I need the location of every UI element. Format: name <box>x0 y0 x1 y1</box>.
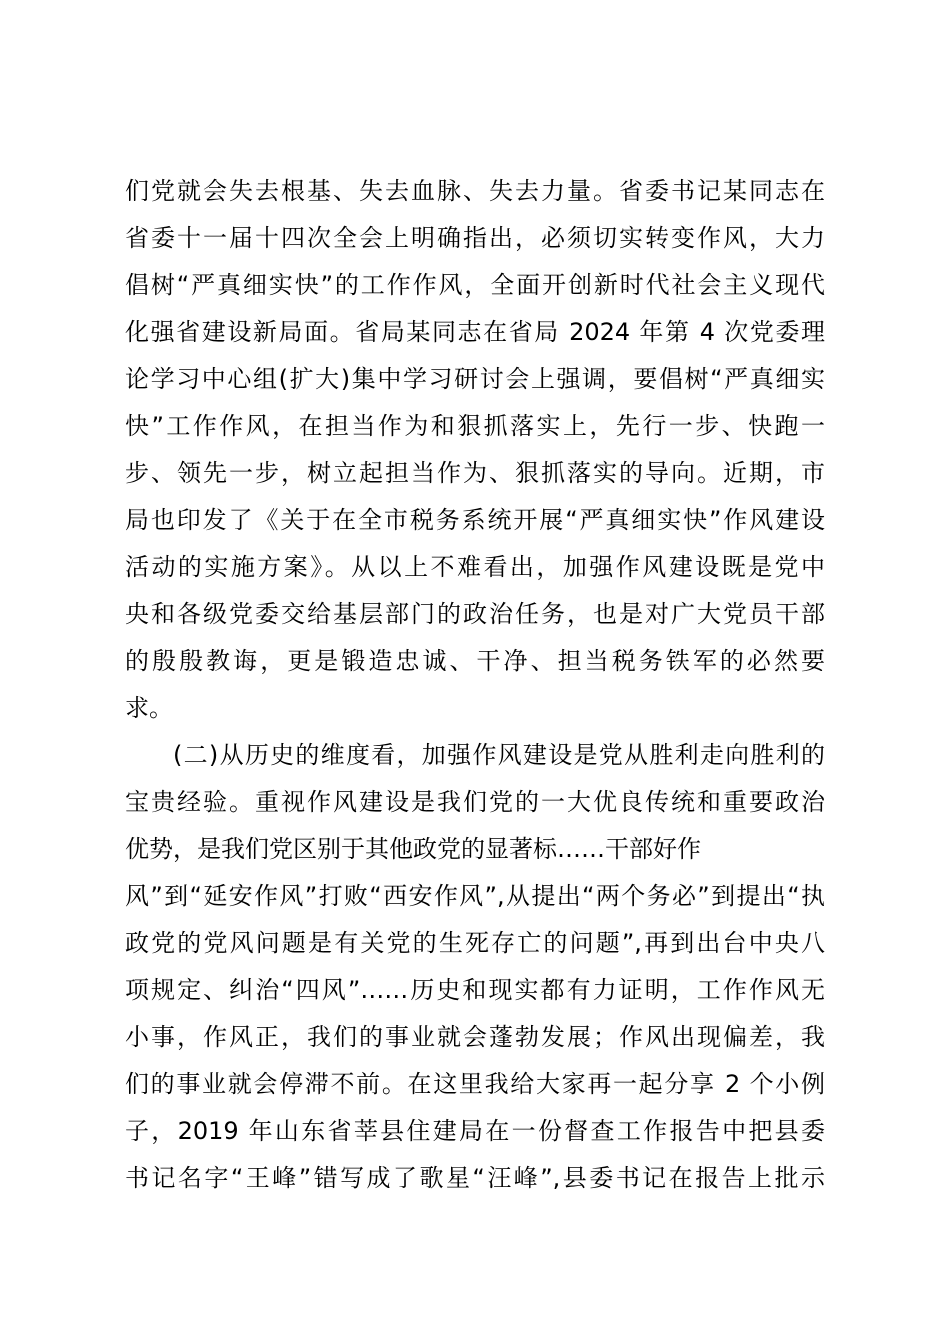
body-text <box>125 168 825 1202</box>
text-line: 项规定、纠治“四风”……历史和现实都有力证明，工作作风无 <box>125 976 825 1004</box>
text-line: (二)从历史的维度看，加强作风建设是党从胜利走向胜利的 <box>173 741 825 769</box>
text-line: 风”到“延安作风”打败“西安作风”,从提出“两个务必”到提出“执 <box>125 882 825 910</box>
text-line: 的殷殷教诲，更是锻造忠诚、干净、担当税务铁军的必然要 <box>125 647 825 675</box>
text-line: 局也印发了《关于在全市税务系统开展“严真细实快”作风建设 <box>125 506 825 534</box>
text-line: 们的事业就会停滞不前。在这里我给大家再一起分享 2 个小例 <box>125 1070 825 1098</box>
text-line: 们党就会失去根基、失去血脉、失去力量。省委书记某同志在 <box>125 177 825 205</box>
text-line: 优势，是我们党区别于其他政党的显著标……干部好作 <box>125 835 701 863</box>
text-line: 快”工作作风，在担当作为和狠抓落实上，先行一步、快跑一 <box>125 412 825 440</box>
text-line: 活动的实施方案》。从以上不难看出，加强作风建设既是党中 <box>125 553 825 581</box>
text-line: 倡树“严真细实快”的工作作风，全面开创新时代社会主义现代 <box>125 271 825 299</box>
paragraph <box>125 732 825 1202</box>
text-line: 宝贵经验。重视作风建设是我们党的一大优良传统和重要政治 <box>125 788 825 816</box>
text-line: 省委十一届十四次全会上明确指出，必须切实转变作风，大力 <box>125 224 825 252</box>
text-line: 论学习中心组(扩大)集中学习研讨会上强调，要倡树“严真细实 <box>125 365 825 393</box>
text-line: 小事，作风正，我们的事业就会蓬勃发展；作风出现偏差，我 <box>125 1023 825 1051</box>
text-line: 书记名字“王峰”错写成了歌星“汪峰”,县委书记在报告上批示 <box>125 1164 825 1192</box>
text-line: 央和各级党委交给基层部门的政治任务，也是对广大党员干部 <box>125 600 825 628</box>
text-line: 政党的党风问题是有关党的生死存亡的问题”,再到出台中央八 <box>125 929 825 957</box>
text-line: 步、领先一步，树立起担当作为、狠抓落实的导向。近期，市 <box>125 459 825 487</box>
text-line: 化强省建设新局面。省局某同志在省局 2024 年第 4 次党委理 <box>125 318 825 346</box>
text-line: 子，2019 年山东省莘县住建局在一份督查工作报告中把县委 <box>125 1117 825 1145</box>
text-line: 求。 <box>125 694 173 722</box>
paragraph <box>125 168 825 732</box>
